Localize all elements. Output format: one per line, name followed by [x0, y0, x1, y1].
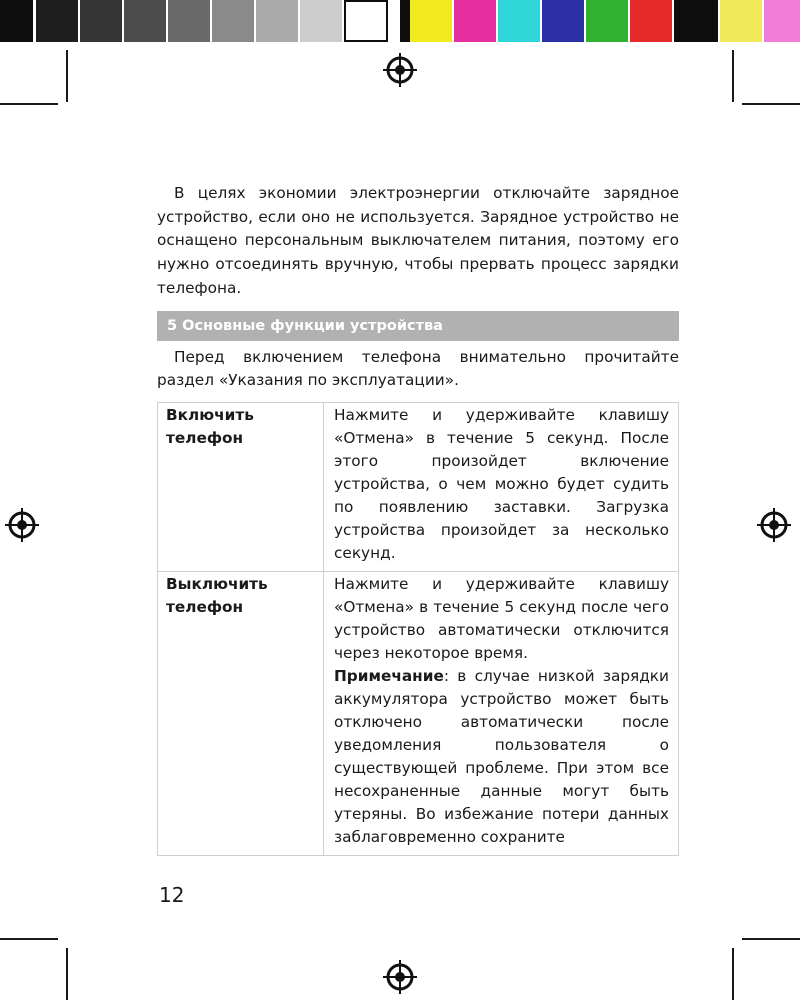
color-swatch [498, 0, 540, 42]
section-heading: 5 Основные функции устройства [157, 311, 679, 341]
table-row [158, 571, 679, 855]
registration-mark-icon [383, 960, 417, 994]
color-swatch-bar [0, 0, 800, 42]
color-swatch [542, 0, 584, 42]
function-description [324, 571, 679, 855]
page-content [157, 182, 679, 856]
crop-mark [66, 50, 68, 102]
note-label: Примечание [334, 666, 444, 685]
color-swatch [256, 0, 298, 42]
crop-mark [66, 948, 68, 1000]
registration-mark-icon [383, 53, 417, 87]
crop-mark [0, 103, 58, 105]
color-swatch [344, 0, 388, 42]
color-swatch [720, 0, 762, 42]
color-swatch [300, 0, 342, 42]
crop-mark [742, 938, 800, 940]
color-swatch [630, 0, 672, 42]
color-swatch [36, 0, 78, 42]
color-swatch [410, 0, 452, 42]
page-number: 12 [159, 883, 185, 907]
crop-mark [732, 50, 734, 102]
crop-mark [732, 948, 734, 1000]
function-description-text: Нажмите и удерживайте клавишу «Отмена» в течение 5 секунд после чего устройство автоматически отключится через некоторое время. [334, 574, 669, 662]
registration-mark-icon [5, 508, 39, 542]
table-row [158, 402, 679, 571]
color-swatch [80, 0, 122, 42]
function-note [334, 665, 669, 849]
charger-paragraph: В целях экономии электроэнергии отключайте зарядное устройство, если оно не используется. Зарядное устройство не оснащено персональным выключателем питания, поэтому его нужно отсоединять вручную, чтобы прервать процесс зарядки телефона. [157, 184, 679, 297]
section-intro: Перед включением телефона внимательно прочитайте раздел «Указания по эксплуатации». [157, 347, 679, 390]
color-swatch [586, 0, 628, 42]
function-description [324, 402, 679, 571]
color-swatch [0, 0, 33, 42]
color-swatch [124, 0, 166, 42]
function-name: Включить телефон [158, 402, 324, 571]
crop-mark [0, 938, 58, 940]
functions-table [157, 402, 679, 856]
color-swatch [212, 0, 254, 42]
crop-mark [742, 103, 800, 105]
function-name: Выключить телефон [158, 571, 324, 855]
registration-mark-icon [757, 508, 791, 542]
color-swatch [168, 0, 210, 42]
color-swatch [764, 0, 800, 42]
color-swatch [454, 0, 496, 42]
function-description-text: Нажмите и удерживайте клавишу «Отмена» в течение 5 секунд. После этого произойдет включение устройства, о чем можно будет судить по появлению заставки. Загрузка устройства произойдет за несколько секунд. [334, 405, 669, 562]
note-text: : в случае низкой зарядки аккумулятора устройство может быть отключено автоматически после уведомления пользователя о существующей проблеме. При этом все несохраненные данные могут быть утеряны. Во избежание потери данных заблаговременно сохраните [334, 666, 669, 846]
color-swatch [674, 0, 718, 42]
color-swatch [400, 0, 410, 42]
